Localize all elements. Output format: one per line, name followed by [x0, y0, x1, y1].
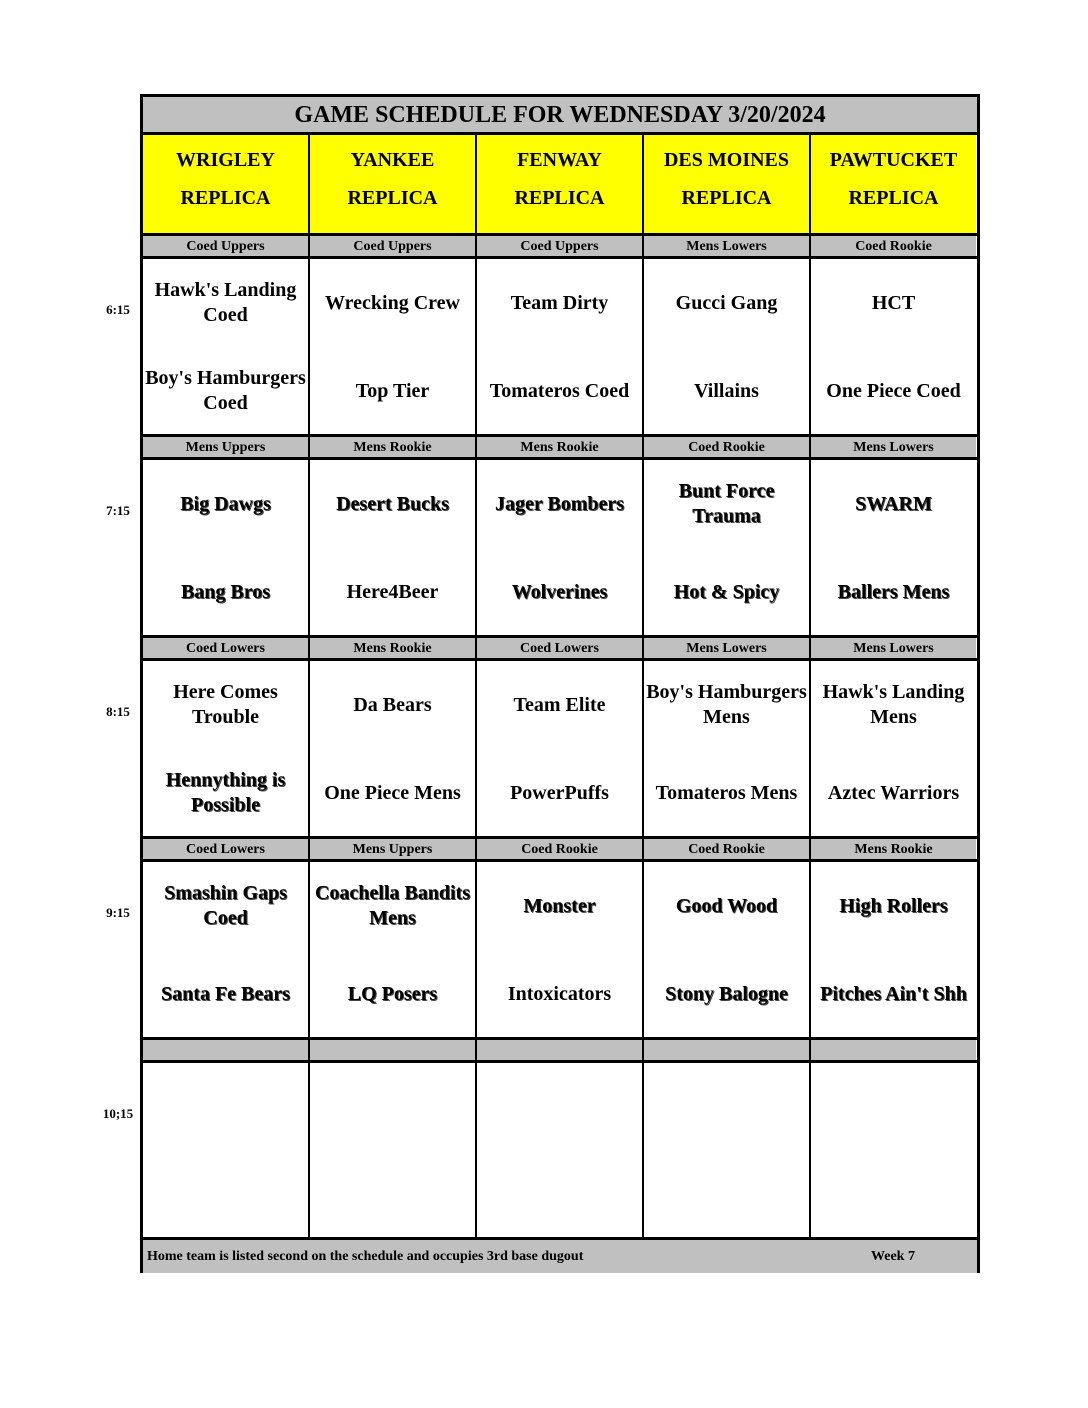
field-subtitle: REPLICA	[180, 187, 271, 209]
away-team: SWARM	[855, 492, 932, 515]
division-label: Mens Lowers	[644, 236, 809, 256]
home-team: Top Tier	[355, 379, 430, 402]
home-team: One Piece Coed	[826, 379, 961, 402]
home-team: Ballers Mens	[837, 580, 950, 603]
game-cell	[811, 862, 976, 1034]
away-team: Team Dirty	[510, 291, 609, 314]
division-label: Mens Lowers	[811, 638, 976, 658]
field-subtitle: REPLICA	[514, 187, 605, 209]
home-team: Wolverines	[511, 580, 608, 603]
division-label: Coed Uppers	[143, 236, 308, 256]
home-team: Tomateros Mens	[655, 781, 798, 804]
game-cell	[310, 259, 475, 431]
home-team: Here4Beer	[346, 580, 439, 603]
home-team: Bang Bros	[180, 580, 271, 603]
division-label	[143, 1040, 308, 1060]
field-subtitle: REPLICA	[681, 187, 772, 209]
away-team	[310, 1063, 475, 1151]
game-cell	[310, 661, 475, 833]
division-label: Mens Rookie	[310, 437, 475, 457]
division-label	[644, 1040, 809, 1060]
game-cell	[310, 862, 475, 1034]
division-label: Coed Lowers	[143, 839, 308, 859]
game-cell	[143, 661, 308, 833]
away-team: Hawk's Landing Coed	[154, 279, 297, 326]
away-team: HCT	[871, 291, 916, 314]
away-team: Team Elite	[513, 693, 606, 716]
home-team: Santa Fe Bears	[161, 982, 290, 1005]
home-team: Intoxicators	[507, 982, 612, 1005]
away-team	[143, 1063, 308, 1151]
game-cell	[811, 1063, 976, 1235]
away-team: Monster	[523, 894, 596, 917]
division-label: Coed Rookie	[644, 839, 809, 859]
game-cell	[644, 862, 809, 1034]
division-label: Mens Rookie	[811, 839, 976, 859]
division-label: Coed Lowers	[477, 638, 642, 658]
home-team	[644, 1151, 809, 1239]
away-team: Here Comes Trouble	[173, 681, 278, 728]
field-header-1	[310, 135, 475, 233]
home-team: Villains	[694, 379, 759, 402]
game-cell	[644, 460, 809, 632]
field-name: WRIGLEY	[176, 149, 275, 171]
home-team: One Piece Mens	[324, 781, 461, 804]
division-label: Mens Uppers	[143, 437, 308, 457]
game-cell	[811, 460, 976, 632]
field-name: FENWAY	[517, 149, 602, 171]
away-team: Jager Bombers	[494, 492, 625, 515]
away-team: Boy's Hamburgers Mens	[646, 681, 807, 728]
away-team: Hawk's Landing Mens	[822, 681, 965, 728]
field-header-3	[644, 135, 809, 233]
time-label: 7:15	[106, 503, 130, 518]
division-label: Coed Uppers	[477, 236, 642, 256]
away-team: Good Wood	[675, 894, 778, 917]
game-cell	[477, 259, 642, 431]
schedule-footer	[143, 1237, 977, 1273]
game-cell	[310, 460, 475, 632]
division-label: Mens Rookie	[477, 437, 642, 457]
division-label	[811, 1040, 976, 1060]
home-team	[477, 1151, 642, 1239]
game-cell	[143, 1063, 308, 1235]
game-cell	[477, 661, 642, 833]
field-subtitle: REPLICA	[347, 187, 438, 209]
home-team: Hennything is Possible	[165, 769, 286, 816]
schedule-title: GAME SCHEDULE FOR WEDNESDAY 3/20/2024	[143, 97, 977, 135]
game-cell	[477, 862, 642, 1034]
field-header-0	[143, 135, 308, 233]
game-cell	[310, 1063, 475, 1235]
away-team: Smashin Gaps Coed	[164, 882, 287, 929]
field-subtitle: REPLICA	[848, 187, 939, 209]
game-cell	[811, 661, 976, 833]
schedule-table	[140, 94, 980, 1273]
time-label: 6:15	[106, 302, 130, 317]
away-team: Da Bears	[353, 693, 432, 716]
home-team-note: Home team is listed second on the schedule and occupies 3rd base dugout	[147, 1249, 584, 1264]
game-cell	[477, 460, 642, 632]
away-team: Coachella Bandits Mens	[314, 882, 471, 929]
division-label: Coed Uppers	[310, 236, 475, 256]
division-label: Coed Rookie	[644, 437, 809, 457]
home-team	[811, 1151, 976, 1239]
division-label: Coed Rookie	[811, 236, 976, 256]
game-cell	[143, 259, 308, 431]
time-label: 8:15	[106, 704, 130, 719]
division-label: Coed Rookie	[477, 839, 642, 859]
home-team: Tomateros Coed	[489, 379, 630, 402]
time-label: 10;15	[102, 1106, 134, 1121]
game-cell	[477, 1063, 642, 1235]
home-team: Boy's Hamburgers Coed	[145, 367, 306, 414]
game-cell	[143, 862, 308, 1034]
game-cell	[644, 661, 809, 833]
field-name: YANKEE	[350, 149, 435, 171]
game-cell	[644, 1063, 809, 1235]
away-team: Big Dawgs	[180, 492, 271, 515]
time-label: 9:15	[106, 905, 130, 920]
home-team: PowerPuffs	[510, 781, 609, 804]
away-team: High Rollers	[839, 894, 948, 917]
home-team: Aztec Warriors	[827, 781, 960, 804]
home-team: Hot & Spicy	[673, 580, 780, 603]
away-team	[811, 1063, 976, 1151]
division-label: Mens Uppers	[310, 839, 475, 859]
away-team: Desert Bucks	[336, 492, 449, 515]
away-team: Wrecking Crew	[325, 291, 460, 314]
division-label	[477, 1040, 642, 1060]
division-label: Mens Lowers	[644, 638, 809, 658]
game-cell	[811, 259, 976, 431]
week-label: Week 7	[871, 1249, 915, 1264]
field-header-4	[811, 135, 976, 233]
division-label	[310, 1040, 475, 1060]
field-name: PAWTUCKET	[829, 149, 958, 171]
home-team	[310, 1151, 475, 1239]
home-team	[143, 1151, 308, 1239]
division-label: Mens Rookie	[310, 638, 475, 658]
game-cell	[644, 259, 809, 431]
away-team: Gucci Gang	[675, 291, 778, 314]
away-team	[644, 1063, 809, 1151]
division-label: Mens Lowers	[811, 437, 976, 457]
home-team: Stony Balogne	[665, 982, 788, 1005]
field-name: DES MOINES	[663, 149, 790, 171]
home-team: LQ Posers	[347, 982, 438, 1005]
away-team: Bunt Force Trauma	[678, 480, 775, 527]
game-cell	[143, 460, 308, 632]
division-label: Coed Lowers	[143, 638, 308, 658]
field-header-2	[477, 135, 642, 233]
away-team	[477, 1063, 642, 1151]
home-team: Pitches Ain't Shh	[820, 982, 967, 1005]
